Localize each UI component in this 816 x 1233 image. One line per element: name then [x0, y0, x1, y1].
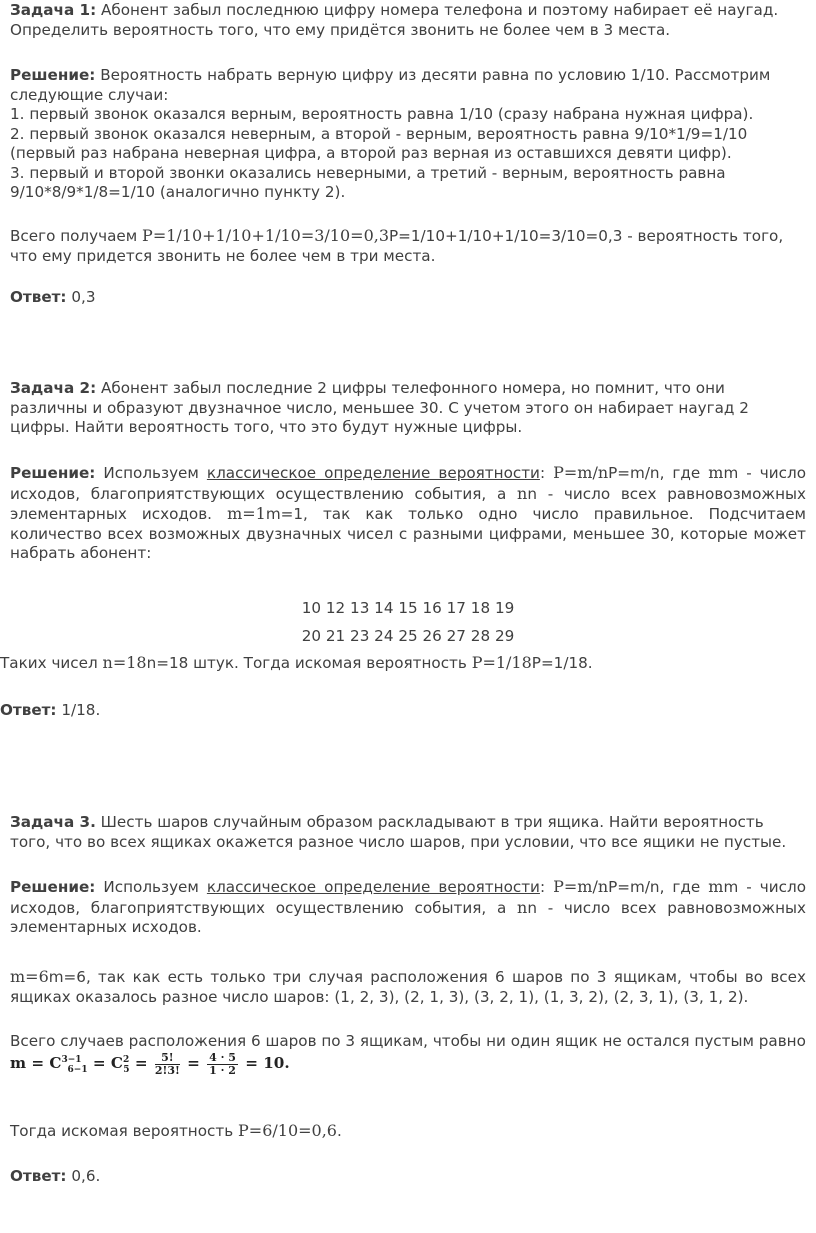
task2-solution-pre: Используем: [95, 464, 207, 482]
task3-colon: :: [539, 878, 554, 896]
task2-colon: :: [539, 464, 554, 482]
task2-desc2: - число всех равновозможных элементарных исходов.: [10, 484, 807, 523]
task2-count-mid: штук. Тогда искомая вероятность: [188, 654, 472, 672]
task1-answer-value: 0,3: [66, 288, 96, 306]
task2-n18-plain: n=18: [146, 654, 189, 672]
formula-fraction-2: [207, 1052, 238, 1077]
formula-eq2: =: [129, 1054, 153, 1072]
task3-m-math: m: [708, 877, 724, 896]
task1-text: Абонент забыл последнюю цифру номера телефона и поэтому набирает её наугад. Определить вероятность того, что ему придётся звонить не более чем в 3 места.: [10, 1, 779, 39]
formula-eq4: = 10.: [239, 1054, 290, 1072]
task1-total-plain: P=1/10+1/10+1/10=3/10=0,3: [389, 227, 623, 245]
task2-statement: [10, 379, 806, 438]
task3-m6-text: , так как есть только три случая расположения 6 шаров по 3 ящикам, чтобы во всех ящиках оказалось разное число шаров: (1, 2, 3), (2, 1, 3), (3, 2, 1), (1, 3, 2), (2, 3, 1), (3, 1, 2).: [10, 968, 806, 1006]
task3-solution: [10, 877, 806, 938]
task2-p18-math: P=1/18: [471, 653, 532, 672]
task3-statement: [10, 813, 806, 852]
task2-pm-plain: P=m/n: [608, 464, 660, 482]
task1-total-post: - вероятность того, что ему придется звонить не более чем в три места.: [10, 227, 784, 265]
task3-then-pre: Тогда искомая вероятность: [10, 1122, 239, 1140]
formula-eq3: =: [181, 1054, 206, 1072]
task2-solution: [10, 463, 806, 564]
classical-probability-link[interactable]: классическое определение вероятности: [206, 464, 540, 482]
task3-answer-value: 0,6.: [66, 1167, 101, 1185]
task3-label: Задача 3.: [10, 813, 96, 831]
numbers-row-2: 20 21 23 24 25 26 27 28 29: [301, 627, 515, 645]
task1-total-pre: Всего получаем: [10, 227, 143, 245]
task1-total: [10, 226, 806, 266]
task3-then: [10, 1121, 806, 1142]
formula-c1-sub: 6−1: [67, 1065, 88, 1075]
task3-text: Шесть шаров случайным образом раскладывают в три ящика. Найти вероятность того, что во всех ящиках окажется разное число шаров, при условии, что все ящики не пустые.: [10, 813, 787, 851]
classical-probability-link-2[interactable]: классическое определение вероятности: [206, 878, 540, 896]
formula-c2-sup: 2: [123, 1055, 130, 1065]
task2-answer-value: 1/18.: [56, 701, 101, 719]
task2-pm-math: P=m/n: [553, 463, 609, 482]
task1-case1: 1. первый звонок оказался верным, вероятность равна 1/10 (сразу набрана нужная цифра).: [10, 105, 754, 123]
task2-solution-label: Решение:: [10, 464, 96, 482]
task3-then-post: .: [336, 1122, 342, 1140]
task3-pm-math: P=m/n: [553, 877, 609, 896]
numbers-row-1: 10 12 13 14 15 16 17 18 19: [301, 599, 515, 617]
task2-label: Задача 2:: [10, 379, 97, 397]
formula-eq1: = C: [87, 1054, 124, 1072]
task1-answer-label: Ответ:: [10, 288, 67, 306]
combination-formula: [10, 1050, 290, 1077]
task2-count: [0, 653, 806, 674]
task1-case3: 3. первый и второй звонки оказались неверными, а третий - верным, вероятность равна 9/10*8/9*1/8=1/10 (аналогично пункту 2).: [10, 163, 726, 201]
task3-cases: Всего случаев расположения 6 шаров по 3 ящикам, чтобы ни один ящик не остался пустым равно: [10, 1032, 806, 1050]
task2-where: , где: [659, 464, 709, 482]
task3-n-math: n: [517, 897, 528, 917]
task1-solution: [10, 66, 806, 203]
fraction-2-den: 1 · 2: [209, 1063, 236, 1077]
formula-c1-sup: 3−1: [61, 1055, 82, 1065]
task2-m1-text: , так как только одно число правильное. Подсчитаем количество всех возможных двузначных чисел с разными цифрами, меньшее 30, которые может набрать абонент:: [10, 505, 807, 562]
task3-solution-pre: Используем: [95, 878, 207, 896]
task3-answer: [10, 1167, 806, 1187]
fraction-1-den: 2!3!: [154, 1063, 180, 1077]
task3-m6: [10, 967, 806, 1007]
task1-solution-text: Вероятность набрать верную цифру из десяти равна по условию 1/10. Рассмотрим следующие случаи:: [10, 66, 771, 104]
formula-c2-sub: 5: [123, 1065, 130, 1075]
task3-answer-label: Ответ:: [10, 1167, 67, 1185]
task3-solution-label: Решение:: [10, 878, 96, 896]
task1-answer: [10, 288, 806, 308]
fraction-2-num: 4 · 5: [209, 1050, 236, 1064]
task2-desc1: - число исходов, благоприятствующих осуществлению события, а: [10, 464, 806, 503]
task3-m6-plain: m=6: [48, 968, 86, 986]
fraction-1-num: 5!: [155, 1052, 180, 1065]
task2-text: Абонент забыл последние 2 цифры телефонного номера, но помнит, что они различны и образуют двузначное число, меньшее 30. С учетом этого он набирает наугад 2 цифры. Найти вероятность того, что это будут нужные цифры.: [10, 379, 749, 436]
task3-where: , где: [659, 878, 709, 896]
task2-answer-label: Ответ:: [0, 701, 57, 719]
task1-total-math: P=1/10+1/10+1/10=3/10=0,3: [142, 226, 390, 245]
task2-count-pre: Таких чисел: [0, 654, 103, 672]
task2-m-math: m: [708, 463, 724, 482]
task3-m-plain: m: [723, 878, 739, 896]
task2-answer: [0, 701, 806, 721]
task3-desc1: - число исходов, благоприятствующих осуществлению события, а: [10, 878, 806, 917]
task3-formula: [10, 1051, 806, 1091]
task2-m-plain: m: [723, 464, 739, 482]
task2-n-plain: n: [527, 484, 537, 503]
task1-solution-label: Решение:: [10, 66, 96, 84]
task3-n-plain: n: [527, 898, 537, 917]
task3-m6-math: m=6: [10, 967, 49, 986]
task3-desc2: - число всех равновозможных элементарных исходов.: [10, 898, 807, 936]
task2-p18-plain: P=1/18.: [531, 654, 593, 672]
task2-n18-math: n=18: [102, 653, 147, 672]
task2-m1-plain: m=1: [265, 505, 304, 523]
formula-fraction-1: [155, 1052, 180, 1077]
task2-n-math: n: [517, 483, 528, 503]
task1-label: Задача 1:: [10, 1, 97, 19]
task1-statement: [10, 1, 806, 40]
task1-case2: 2. первый звонок оказался неверным, а второй - верным, вероятность равна 9/10*1/9=1/10 (первый раз набрана неверная цифра, а второй раз верная из оставшихся девяти цифр).: [10, 124, 748, 162]
task2-m1-math: m=1: [227, 504, 266, 523]
formula-lhs: m = C: [10, 1054, 62, 1072]
task3-pm-plain: P=m/n: [608, 878, 660, 896]
task3-p6-math: P=6/10=0,6: [238, 1121, 337, 1140]
